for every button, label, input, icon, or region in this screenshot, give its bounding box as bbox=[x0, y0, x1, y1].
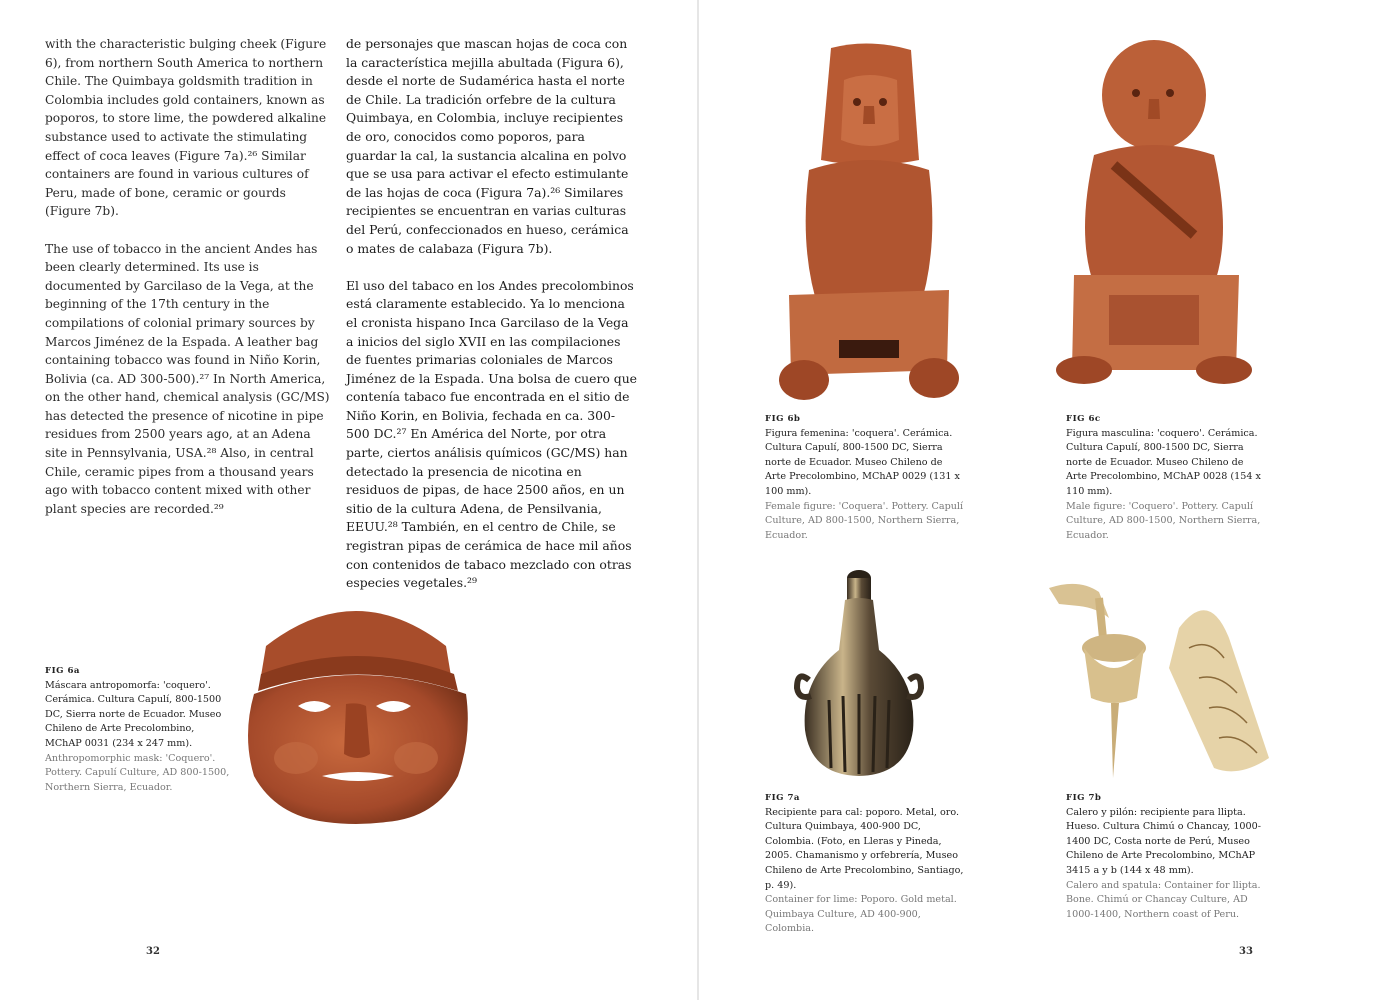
caption-spanish: Recipiente para cal: poporo. Metal, oro. Cultura Quimbaya, 400-900 DC, Colombia. (Foto, en Lleras y Pineda, 2005. Chamanismo y orfebrería, Museo Chileno de Arte Precolombino, Santiago, p. 49). bbox=[765, 806, 964, 891]
caption-spanish: Calero y pilón: recipiente para llipta. Hueso. Cultura Chimú o Chancay, 1000-1400 DC, Costa norte de Perú, Museo Chileno de Arte Precolombino, MChAP 3415 a y b (144 x 48 mm). bbox=[1066, 806, 1261, 876]
english-paragraph-2: The use of tobacco in the ancient Andes has been clearly determined. Its use is documented by Garcilaso de la Vega, at the beginning of the 17th century in the compilations of colonial primary sources by Marcos Jiménez de la Espada. A leather bag containing tobacco was found in Niño Korin, Bolivia (ca. AD 300-500).²⁷ In North America, on the other hand, chemical analysis (GC/MS) has detected the presence of nicotine in pipe residues from 2500 years ago, at an Adena site in Pennsylvania, USA.²⁸ Also, in central Chile, ceramic pipes from a thousand years ago with tobacco content mixed with other plant species are recorded.²⁹ bbox=[45, 241, 330, 516]
calero-image bbox=[1039, 578, 1279, 778]
caption-label: FIG 6c bbox=[1066, 414, 1101, 424]
caption-english: Calero and spatula: Container for llipta. Bone. Chimú or Chancay Culture, AD 1000-1400, Northern coast of Peru. bbox=[1066, 879, 1261, 920]
caption-fig6c bbox=[1066, 412, 1266, 543]
page-number-right: 33 bbox=[1239, 946, 1253, 957]
caption-label: FIG 7b bbox=[1066, 793, 1102, 803]
caption-label: FIG 7a bbox=[765, 793, 800, 803]
caption-english: Male figure: 'Coquero'. Pottery. Capulí Culture, AD 800-1500, Northern Sierra, Ecuador. bbox=[1066, 500, 1261, 541]
female-figure-image bbox=[769, 40, 969, 405]
caption-fig6a bbox=[45, 664, 231, 795]
caption-label: FIG 6b bbox=[765, 414, 801, 424]
caption-fig7a bbox=[765, 791, 965, 937]
page-number-left: 32 bbox=[146, 946, 160, 957]
caption-fig6b bbox=[765, 412, 965, 543]
caption-english: Female figure: 'Coquera'. Pottery. Capulí Culture, AD 800-1500, Northern Sierra, Ecuador. bbox=[765, 500, 964, 541]
caption-spanish: Figura masculina: 'coquero'. Cerámica. Cultura Capulí, 800-1500 DC, Sierra norte de Ecuador. Museo Chileno de Arte Precolombino, MChAP 0028 (154 x 110 mm). bbox=[1066, 427, 1261, 497]
caption-english: Container for lime: Poporo. Gold metal. Quimbaya Culture, AD 400-900, Colombia. bbox=[765, 894, 957, 935]
caption-label: FIG 6a bbox=[45, 666, 80, 676]
spanish-column bbox=[346, 35, 638, 611]
english-column bbox=[45, 35, 331, 537]
left-page bbox=[0, 0, 697, 1000]
poporo-image bbox=[789, 570, 929, 780]
caption-english: Anthropomorphic mask: 'Coquero'. Pottery. Capulí Culture, AD 800-1500, Northern Sierra, Ecuador. bbox=[45, 752, 230, 793]
ceramic-mask-image bbox=[236, 586, 476, 826]
caption-spanish: Máscara antropomorfa: 'coquero'. Cerámica. Cultura Capulí, 800-1500 DC, Sierra norte de Ecuador. Museo Chileno de Arte Precolombino, MChAP 0031 (234 x 247 mm). bbox=[45, 679, 222, 749]
english-paragraph-1: with the characteristic bulging cheek (Figure 6), from northern South America to northern Chile. The Quimbaya goldsmith tradition in Colombia includes gold containers, known as poporos, to store lime, the powdered alkaline substance used to activate the stimulating effect of coca leaves (Figure 7a).²⁶ Similar containers are found in various cultures of Peru, made of bone, ceramic or gourds (Figure 7b). bbox=[45, 37, 327, 219]
spanish-paragraph-2: El uso del tabaco en los Andes precolombinos está claramente establecido. Ya lo menciona el cronista hispano Inca Garcilaso de la Vega a inicios del siglo XVII en las compilaciones de fuentes primarias coloniales de Marcos Jiménez de la Espada. Una bolsa de cuero que contenía tabaco fue encontrada en el sitio de Niño Korin, en Bolivia, fechada en ca. 300-500 DC.²⁷ En América del Norte, por otra parte, ciertos análisis químicos (GC/MS) han detectado la presencia de nicotina en residuos de pipas, de hace 2500 años, en un sitio de la cultura Adena, de Pensilvania, EEUU.²⁸ También, en el centro de Chile, se registran pipas de cerámica de hace mil años con contenidos de tabaco mezclado con otras especies vegetales.²⁹ bbox=[346, 277, 638, 591]
male-figure-image bbox=[1054, 35, 1254, 390]
caption-spanish: Figura femenina: 'coquera'. Cerámica. Cultura Capulí, 800-1500 DC, Sierra norte de Ecuador. Museo Chileno de Arte Precolombino, MChAP 0029 (131 x 100 mm). bbox=[765, 427, 960, 497]
right-page bbox=[699, 0, 1396, 1000]
spanish-paragraph-1: de personajes que mascan hojas de coca con la característica mejilla abultada (Figura 6), desde el norte de Sudamérica hasta el norte de Chile. La tradición orfebre de la cultura Quimbaya, en Colombia, incluye recipientes de oro, conocidos como poporos, para guardar la cal, la sustancia alcalina en polvo que se usa para activar el efecto estimulante de las hojas de coca (Figura 7a).²⁶ Similares recipientes se encuentran en varias culturas del Perú, confeccionados en hueso, cerámica o mates de calabaza (Figura 7b). bbox=[346, 36, 629, 256]
caption-fig7b bbox=[1066, 791, 1266, 922]
